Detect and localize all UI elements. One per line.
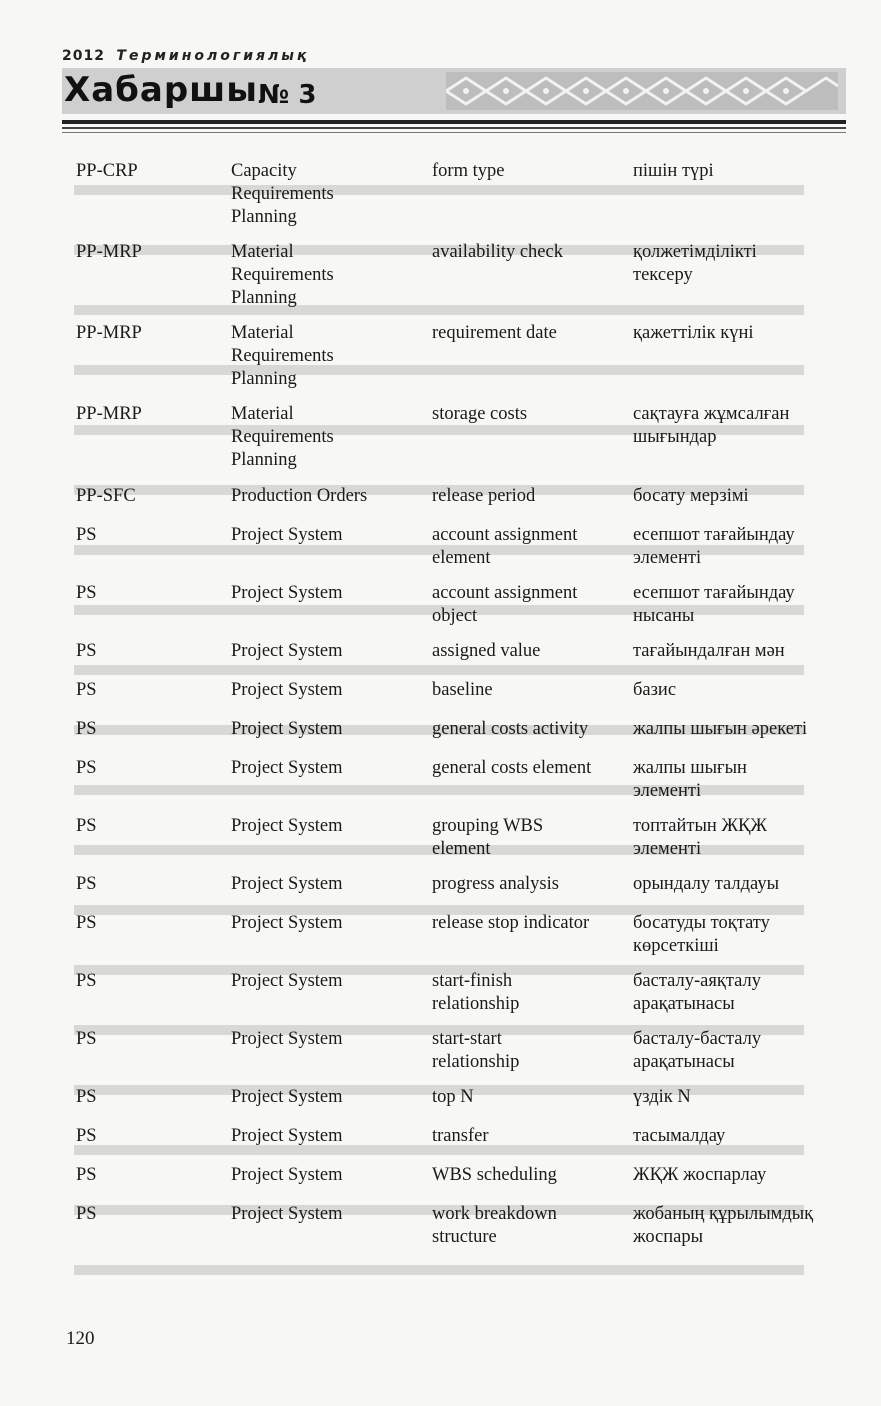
english-term: baseline <box>432 680 493 700</box>
module-code: PS <box>76 583 97 603</box>
module-name: Project System <box>231 641 343 661</box>
running-header <box>62 48 846 138</box>
module-name: Project System <box>231 1165 343 1185</box>
header-rule <box>62 132 846 133</box>
english-term: WBS scheduling <box>432 1165 557 1185</box>
english-term: requirement date <box>432 323 557 343</box>
glossary-table <box>76 160 846 1261</box>
english-term: release stop indicator <box>432 913 590 933</box>
kazakh-term: қажеттілік күні <box>633 323 754 343</box>
kazakh-term: топтайтын ЖҚЖ элементі <box>633 816 767 859</box>
module-code: PS <box>76 971 97 991</box>
kazakh-term: есепшот тағайындау нысаны <box>633 583 795 626</box>
module-code: PS <box>76 1126 97 1146</box>
module-name: Capacity Requirements Planning <box>231 161 334 227</box>
table-row <box>76 160 846 241</box>
kazakh-term: басталу-аяқталу арақатынасы <box>633 971 762 1014</box>
table-row <box>76 1164 846 1203</box>
module-name: Production Orders <box>231 486 368 506</box>
issue-number: № 3 <box>258 80 317 110</box>
english-term: release period <box>432 486 536 506</box>
module-code: PS <box>76 525 97 545</box>
english-term: availability check <box>432 242 563 262</box>
module-code: PS <box>76 719 97 739</box>
kazakh-term: тағайындалған мән <box>633 641 785 661</box>
module-code: PS <box>76 874 97 894</box>
kazakh-term: үздік N <box>633 1087 691 1107</box>
module-name: Project System <box>231 1204 343 1224</box>
module-name: Project System <box>231 1126 343 1146</box>
kazakh-term: есепшот тағайындау элементі <box>633 525 795 568</box>
english-term: progress analysis <box>432 874 559 894</box>
kazakh-term: жалпы шығын элементі <box>633 758 747 801</box>
module-code: PS <box>76 1029 97 1049</box>
table-row <box>76 757 846 815</box>
module-code: PP-MRP <box>76 323 142 343</box>
module-code: PS <box>76 816 97 836</box>
module-code: PP-MRP <box>76 242 142 262</box>
english-term: general costs element <box>432 758 592 778</box>
english-term: storage costs <box>432 404 528 424</box>
ornament-pattern <box>446 72 838 110</box>
english-term: account assignment object <box>432 583 578 626</box>
module-name: Project System <box>231 680 343 700</box>
module-code: PS <box>76 641 97 661</box>
english-term: general costs activity <box>432 719 589 739</box>
kazakh-term: басталу-басталу арақатынасы <box>633 1029 762 1072</box>
page-number: 120 <box>66 1328 95 1349</box>
module-code: PS <box>76 913 97 933</box>
table-row <box>76 322 846 403</box>
kazakh-term: пішін түрі <box>633 161 714 181</box>
english-term: form type <box>432 161 505 181</box>
table-row <box>76 640 846 679</box>
module-name: Project System <box>231 874 343 894</box>
module-code: PP-SFC <box>76 486 136 506</box>
english-term: start-start relationship <box>432 1029 520 1072</box>
module-code: PS <box>76 1204 97 1224</box>
english-term: work breakdown structure <box>432 1204 557 1247</box>
module-name: Project System <box>231 913 343 933</box>
module-name: Project System <box>231 719 343 739</box>
table-row <box>76 1028 846 1086</box>
table-row <box>76 679 846 718</box>
header-year: 2012 <box>62 48 105 64</box>
module-name: Material Requirements Planning <box>231 404 334 470</box>
table-row <box>76 873 846 912</box>
kazakh-term: тасымалдау <box>633 1126 726 1146</box>
table-row <box>76 1203 846 1261</box>
table-row <box>76 718 846 757</box>
title-banner <box>62 68 846 114</box>
module-name: Project System <box>231 971 343 991</box>
module-name: Project System <box>231 1029 343 1049</box>
module-name: Project System <box>231 758 343 778</box>
kazakh-term: босатуды тоқтату көрсеткіші <box>633 913 770 956</box>
kazakh-term: жобаның құрылымдық жоспары <box>633 1204 814 1247</box>
module-name: Project System <box>231 816 343 836</box>
module-name: Project System <box>231 583 343 603</box>
table-row <box>76 485 846 524</box>
module-code: PP-MRP <box>76 404 142 424</box>
table-row <box>76 241 846 322</box>
module-code: PS <box>76 1165 97 1185</box>
journal-title: Хабаршы <box>64 70 259 110</box>
table-row <box>76 912 846 970</box>
kazakh-term: босату мерзімі <box>633 486 749 506</box>
table-row <box>76 403 846 485</box>
table-row <box>76 582 846 640</box>
table-row <box>76 1125 846 1164</box>
header-journal: Терминологиялық <box>116 48 310 64</box>
kazakh-term: сақтауға жұмсалған шығындар <box>633 404 790 447</box>
kazakh-term: жалпы шығын әрекеті <box>633 719 808 739</box>
english-term: start-finish relationship <box>432 971 520 1014</box>
table-row <box>76 524 846 582</box>
table-row <box>76 970 846 1028</box>
header-rule <box>62 127 846 129</box>
english-term: account assignment element <box>432 525 578 568</box>
module-code: PP-CRP <box>76 161 138 181</box>
module-name: Material Requirements Planning <box>231 242 334 308</box>
english-term: transfer <box>432 1126 489 1146</box>
kazakh-term: қолжетімділікті тексеру <box>633 242 757 285</box>
english-term: grouping WBS element <box>432 816 544 859</box>
table-row <box>76 815 846 873</box>
module-code: PS <box>76 758 97 778</box>
module-name: Project System <box>231 1087 343 1107</box>
english-term: top N <box>432 1087 474 1107</box>
english-term: assigned value <box>432 641 541 661</box>
module-code: PS <box>76 1087 97 1107</box>
module-name: Project System <box>231 525 343 545</box>
kazakh-term: базис <box>633 680 677 700</box>
journal-line <box>62 48 309 64</box>
kazakh-term: ЖҚЖ жоспарлау <box>633 1165 767 1185</box>
header-rule <box>62 120 846 124</box>
module-code: PS <box>76 680 97 700</box>
table-row <box>76 1086 846 1125</box>
kazakh-term: орындалу талдауы <box>633 874 780 894</box>
module-name: Material Requirements Planning <box>231 323 334 389</box>
